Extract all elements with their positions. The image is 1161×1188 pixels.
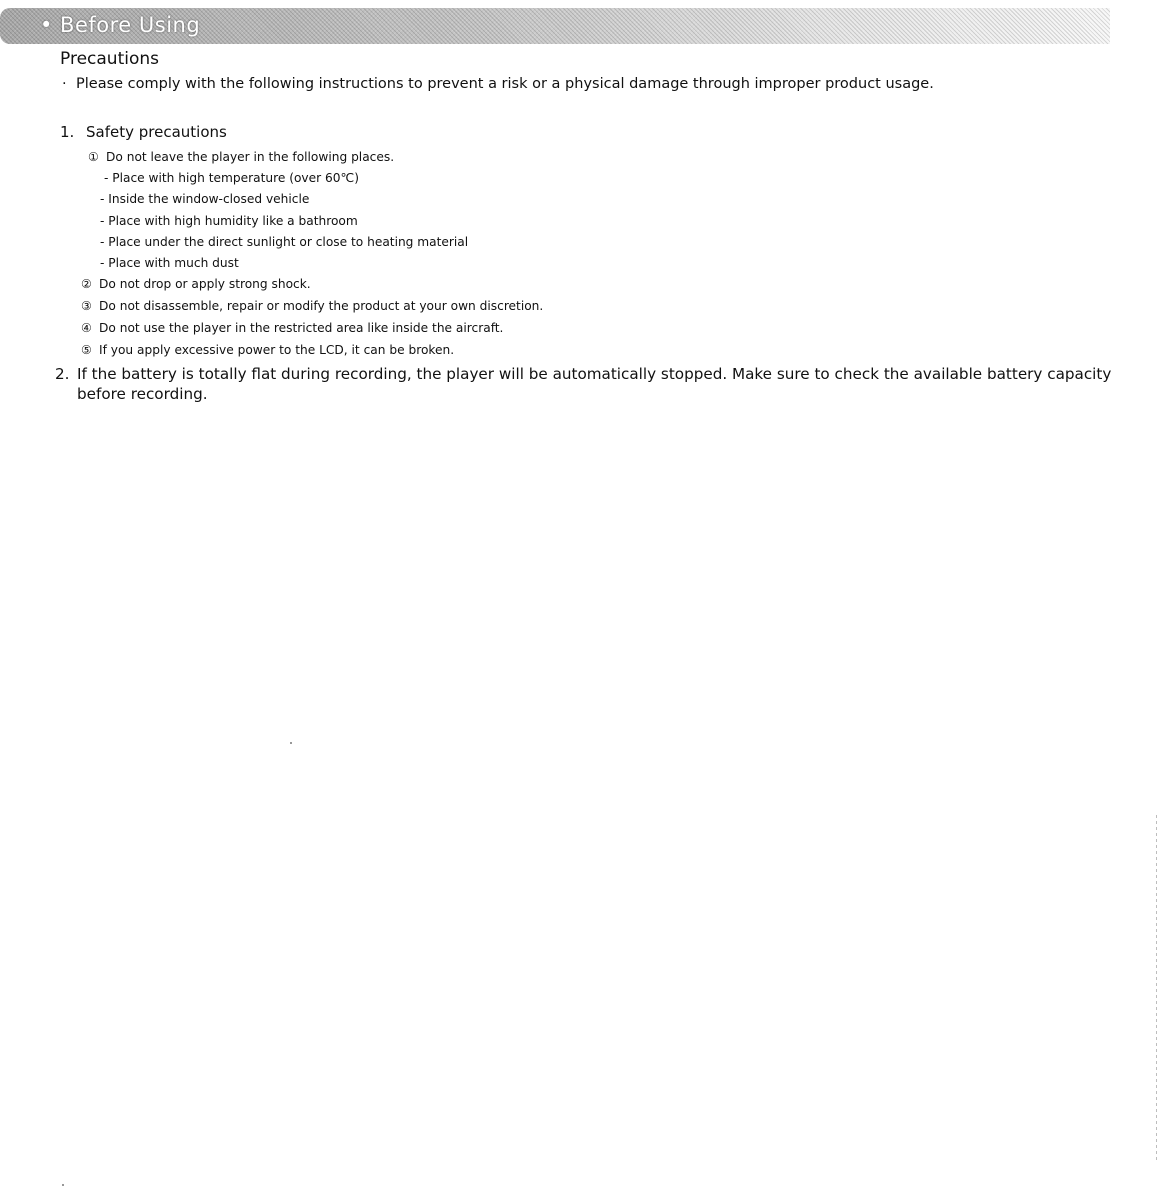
section-header-bar bbox=[0, 8, 1110, 44]
scan-speck bbox=[62, 1184, 64, 1186]
intro-paragraph bbox=[62, 74, 934, 94]
subitem-1 bbox=[88, 149, 394, 165]
subitem-text: If you apply excessive power to the LCD, it can be broken. bbox=[99, 343, 455, 357]
subitem-marker: ② bbox=[81, 277, 92, 291]
scan-speck bbox=[290, 742, 292, 744]
bullet-marker: · bbox=[62, 76, 67, 92]
page-title: Precautions bbox=[60, 49, 159, 69]
subitem-marker: ① bbox=[88, 150, 99, 164]
list-item-text: If the battery is totally flat during recording, the player will be automatically stopped. Make sure to check the available battery capacity before recording. bbox=[77, 365, 1112, 403]
subitem-text: Do not drop or apply strong shock. bbox=[99, 277, 311, 291]
list-item-1-heading bbox=[60, 122, 227, 142]
place-item: - Inside the window-closed vehicle bbox=[100, 192, 310, 206]
subitem-3 bbox=[81, 298, 543, 314]
list-item-title: Safety precautions bbox=[86, 123, 227, 141]
section-header-title: • Before Using bbox=[40, 13, 201, 37]
subitem-5 bbox=[81, 342, 454, 358]
list-item-number: 2. bbox=[55, 365, 70, 383]
subitem-2 bbox=[81, 276, 311, 292]
subitem-text: Do not use the player in the restricted area like inside the aircraft. bbox=[99, 321, 504, 335]
place-item: - Place with much dust bbox=[100, 256, 239, 270]
subitem-text: Do not leave the player in the following places. bbox=[106, 150, 395, 164]
scan-margin-line bbox=[1156, 815, 1157, 1160]
list-item-2 bbox=[55, 364, 1115, 404]
list-item-number: 1. bbox=[60, 123, 75, 141]
subitem-text: Do not disassemble, repair or modify the product at your own discretion. bbox=[99, 299, 544, 313]
place-item: - Place with high temperature (over 60℃) bbox=[104, 171, 359, 185]
subitem-marker: ⑤ bbox=[81, 343, 92, 357]
intro-text: Please comply with the following instructions to prevent a risk or a physical damage through improper product usage. bbox=[76, 76, 934, 92]
place-item: - Place under the direct sunlight or close to heating material bbox=[100, 235, 469, 249]
place-item: - Place with high humidity like a bathroom bbox=[100, 214, 358, 228]
subitem-marker: ④ bbox=[81, 321, 92, 335]
subitem-marker: ③ bbox=[81, 299, 92, 313]
subitem-4 bbox=[81, 320, 503, 336]
